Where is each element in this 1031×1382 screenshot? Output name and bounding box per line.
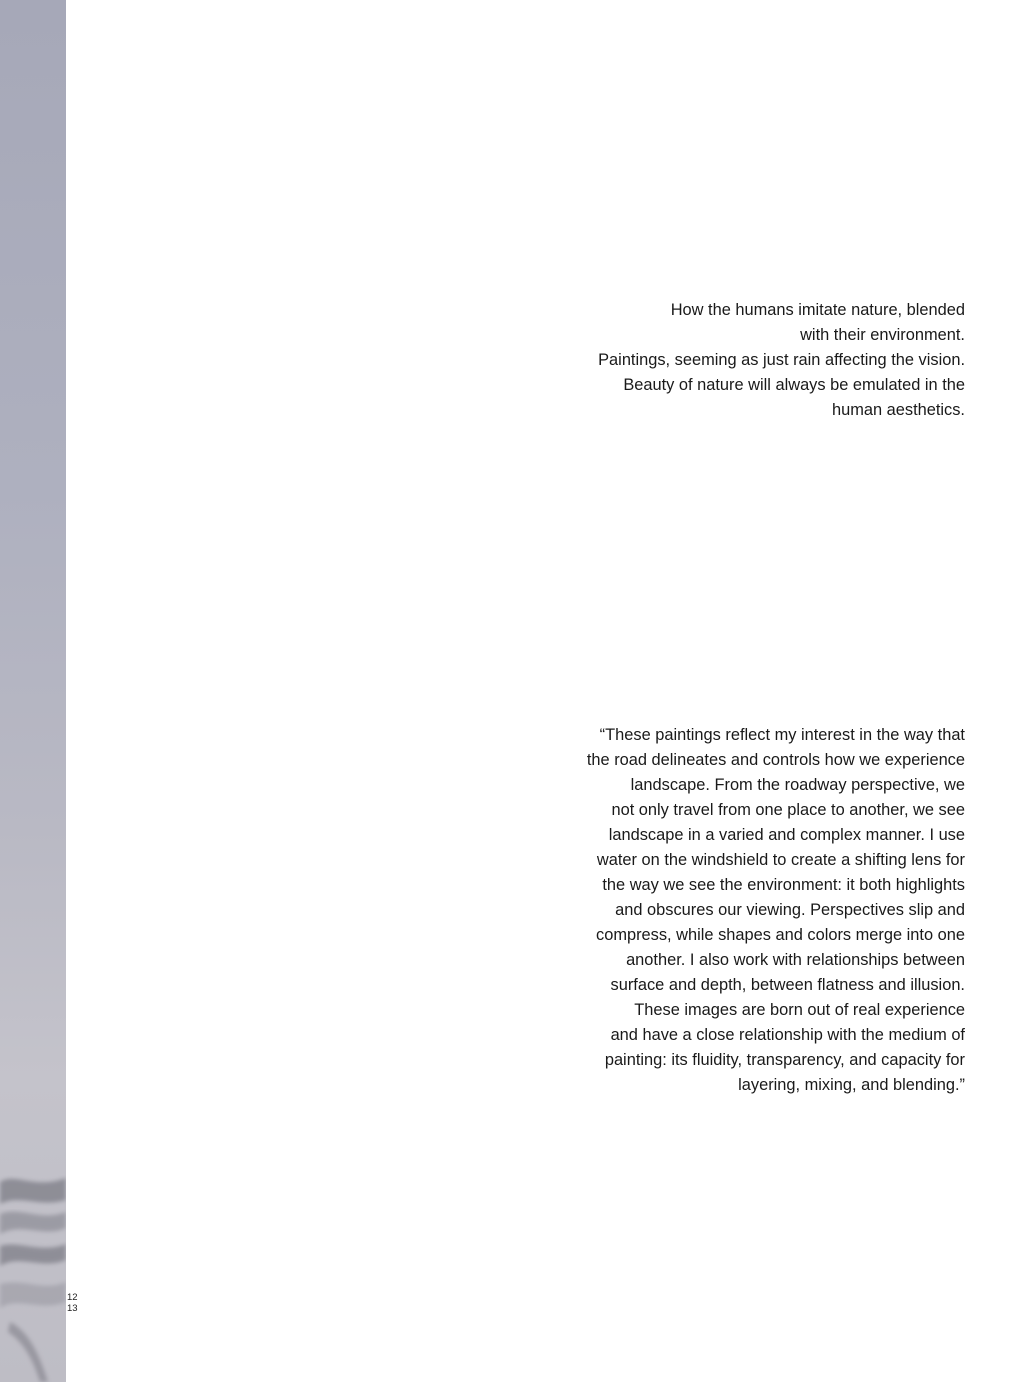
- quote-line: not only travel from one place to another, we see: [611, 801, 965, 819]
- quote-line: the road delineates and controls how we experience: [586, 751, 965, 769]
- intro-line: How the humans imitate nature, blended: [670, 301, 965, 319]
- blurred-painting-detail: [0, 1142, 66, 1382]
- intro-line: human aesthetics.: [831, 401, 965, 419]
- intro-line: Paintings, seeming as just rain affecting the vision.: [598, 351, 965, 369]
- painting-edge-strip: [0, 0, 66, 1382]
- intro-paragraph: [505, 298, 965, 423]
- quote-line: and obscures our viewing. Perspectives slip and: [615, 901, 965, 919]
- intro-line: Beauty of nature will always be emulated in the: [623, 376, 965, 394]
- quote-line: landscape. From the roadway perspective, we: [630, 776, 965, 794]
- page-numbers: [67, 1292, 78, 1314]
- quote-line: water on the windshield to create a shifting lens for: [596, 851, 965, 869]
- quote-line: “These paintings reflect my interest in the way that: [599, 726, 965, 744]
- page-number-right: 13: [67, 1303, 78, 1314]
- quote-line: compress, while shapes and colors merge into one: [596, 926, 965, 944]
- quote-line: layering, mixing, and blending.”: [738, 1076, 965, 1094]
- quote-line: These images are born out of real experience: [634, 1001, 965, 1019]
- quote-line: landscape in a varied and complex manner. I use: [608, 826, 965, 844]
- quote-line: surface and depth, between flatness and illusion.: [610, 976, 965, 994]
- page-number-left: 12: [67, 1292, 78, 1303]
- quote-line: another. I also work with relationships between: [626, 951, 965, 969]
- quote-line: the way we see the environment: it both highlights: [602, 876, 965, 894]
- quote-line: and have a close relationship with the medium of: [610, 1026, 965, 1044]
- intro-line: with their environment.: [800, 326, 965, 344]
- artist-quote: [505, 723, 965, 1098]
- quote-line: painting: its fluidity, transparency, and capacity for: [604, 1051, 965, 1069]
